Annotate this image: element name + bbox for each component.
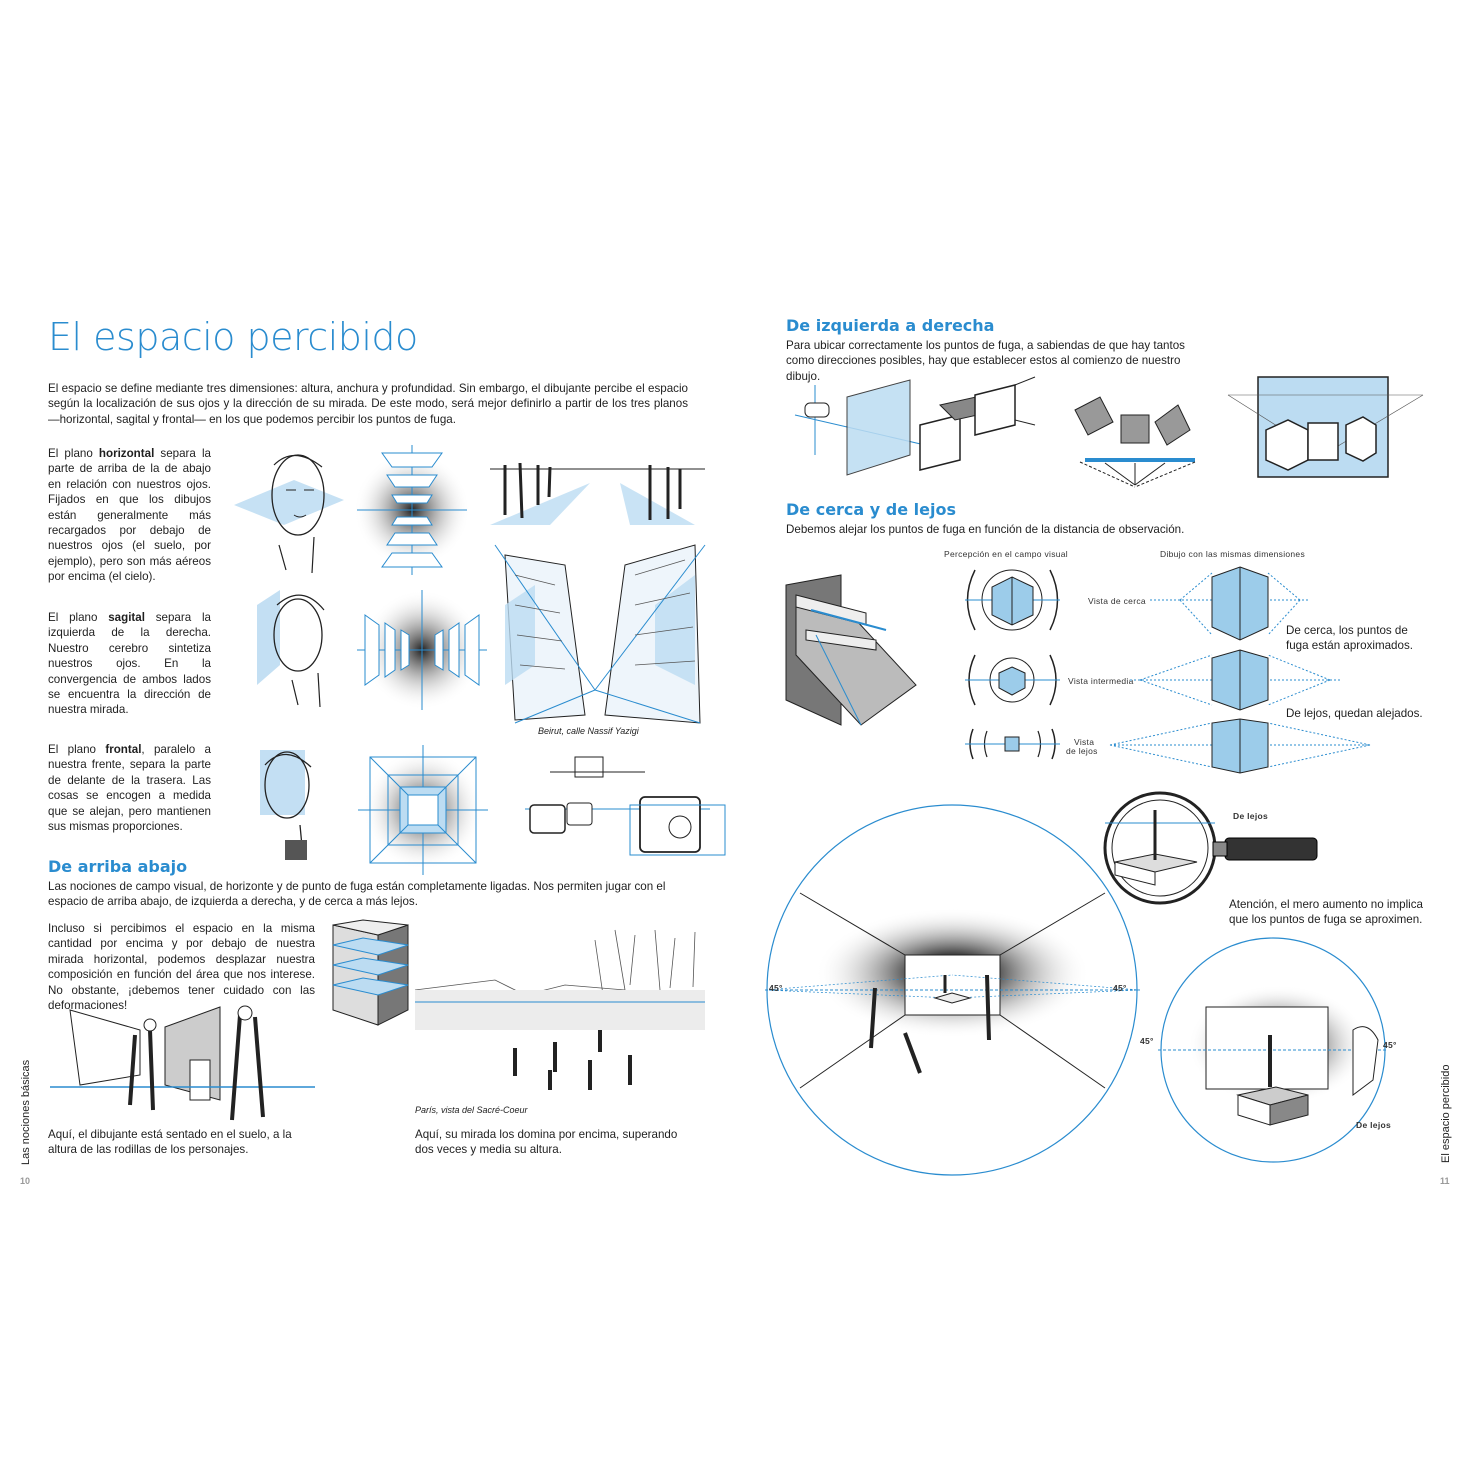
- two-point-cubes-box-diagram: [1228, 375, 1423, 480]
- horizontal-plane-diagram: [357, 445, 467, 575]
- intro-paragraph: El espacio se define mediante tres dimensiones: altura, anchura y profundidad. Sin embargo, el dibujante percibe el espacio según la localización de sus ojos y la dirección de su mirada. De este modo, será mejor definirlo a partir de los tres planos —horizontal, sagital y frontal— en los que podemos percibir los puntos de fuga.: [48, 382, 688, 426]
- label-vista-intermedia: Vista intermedia: [1068, 676, 1134, 686]
- page-title: El espacio percibido: [48, 315, 418, 359]
- multi-level-box-diagram: [328, 920, 413, 1030]
- intermediate-view-perception: [965, 655, 1060, 705]
- section-title-arriba: De arriba abajo: [48, 857, 188, 876]
- stepped-planes-diagram: [786, 575, 916, 735]
- aqui2-paragraph: Aquí, su mirada los domina por encima, superando dos veces y media su altura.: [415, 1128, 678, 1157]
- label-de-lejos-magnifier: De lejos: [1233, 811, 1268, 821]
- label-de-lejos-small: De lejos: [1356, 1120, 1391, 1130]
- aqui1-paragraph: Aquí, el dibujante está sentado en el suelo, a la altura de las rodillas de los personajes.: [48, 1128, 292, 1157]
- right-page-number: 11: [1440, 1176, 1450, 1186]
- izquierda-paragraph: Para ubicar correctamente los puntos de fuga, a sabiendas de que hay tantos como direcciones posibles, hay que establecer estos al comienzo de nuestro dibujo.: [786, 339, 1185, 383]
- angle-small-right: 45°: [1383, 1040, 1397, 1050]
- column-label-percepcion: Percepción en el campo visual: [944, 549, 1068, 559]
- far-view-drawing: [1110, 715, 1370, 775]
- close-view-perception: [965, 565, 1060, 635]
- frontal-paragraph: El plano frontal, paralelo a nuestra frente, separa la parte de delante de la trasera. Las cosas se encogen a medida que se alejan, pero mantienen sus mismas proporciones.: [48, 743, 211, 834]
- beirut-street-sketch: [495, 545, 705, 725]
- atencion-note: Atención, el mero aumento no implica que los puntos de fuga se aproximen.: [1229, 898, 1423, 927]
- frontal-plane-face-illustration: [255, 745, 335, 865]
- left-side-label: Las nociones básicas: [20, 1059, 32, 1165]
- far-view-perception: [965, 727, 1060, 762]
- cars-street-sketch: [525, 757, 710, 857]
- label-vista-lejos-1: Vista: [1074, 737, 1095, 747]
- angle-left: 45°: [769, 983, 783, 993]
- three-cubes-fan-diagram: [1055, 375, 1225, 490]
- label-vista-cerca: Vista de cerca: [1088, 596, 1146, 606]
- street-people-horizon-sketch: [490, 455, 705, 530]
- paris-sacre-coeur-sketch: [415, 930, 705, 1100]
- picture-plane-cubes-diagram: [785, 375, 1035, 485]
- sagital-paragraph: El plano sagital separa la izquierda de la derecha. Nuestro cerebro sintetiza nuestros ojos. En la convergencia de ambos lados se encuentra la dirección de nuestra mirada.: [48, 611, 211, 717]
- arriba-paragraph: Las nociones de campo visual, de horizonte y de punto de fuga están completamente ligadas. Nos permiten jugar con el espacio de arriba abajo, de izquierda a derecha, y de cerca a más lejos.: [48, 880, 666, 909]
- horizontal-plane-face-illustration: [234, 445, 344, 575]
- sagittal-plane-diagram: [357, 585, 487, 715]
- note-lejos: De lejos, quedan alejados.: [1286, 707, 1423, 720]
- section-title-cerca: De cerca y de lejos: [786, 500, 956, 519]
- left-page-number: 10: [20, 1176, 31, 1186]
- angle-small-left: 45°: [1140, 1036, 1154, 1046]
- small-visual-field-room-diagram: [1158, 935, 1388, 1165]
- right-side-label: El espacio percibido: [1440, 1064, 1452, 1163]
- incluso-paragraph: Incluso si percibimos el espacio en la misma cantidad por encima y por debajo de nuestra mirada horizontal, podemos desplazar nuestra composición en función del área que nos interese. No obstante, ¡debemos tener cuidado con las deformaciones!: [48, 922, 315, 1013]
- angle-right: 45°: [1113, 983, 1127, 993]
- low-eye-level-people-sketch: [50, 1005, 315, 1125]
- label-vista-lejos-2: de lejos: [1066, 746, 1098, 756]
- intermediate-view-drawing: [1130, 650, 1340, 710]
- cerca-paragraph: Debemos alejar los puntos de fuga en función de la distancia de observación.: [786, 523, 1185, 536]
- horizontal-paragraph: El plano horizontal separa la parte de arriba de la de abajo en relación con nuestros ojos. Fijados en que los dibujos están generalmente más recargados por debajo de nuestros ojos (el suelo, por ejemplo), pero son más aéreos por encima (el cielo).: [48, 447, 211, 584]
- caption-beirut: Beirut, calle Nassif Yazigi: [538, 726, 639, 736]
- large-visual-field-room-diagram: [765, 803, 1140, 1178]
- caption-paris: París, vista del Sacré-Coeur: [415, 1105, 528, 1115]
- column-label-dibujo: Dibujo con las mismas dimensiones: [1160, 549, 1306, 559]
- frontal-plane-diagram: [358, 745, 488, 875]
- section-title-izquierda: De izquierda a derecha: [786, 316, 995, 335]
- sagittal-plane-face-illustration: [252, 585, 342, 710]
- note-cerca: De cerca, los puntos de fuga están aproximados.: [1286, 624, 1413, 653]
